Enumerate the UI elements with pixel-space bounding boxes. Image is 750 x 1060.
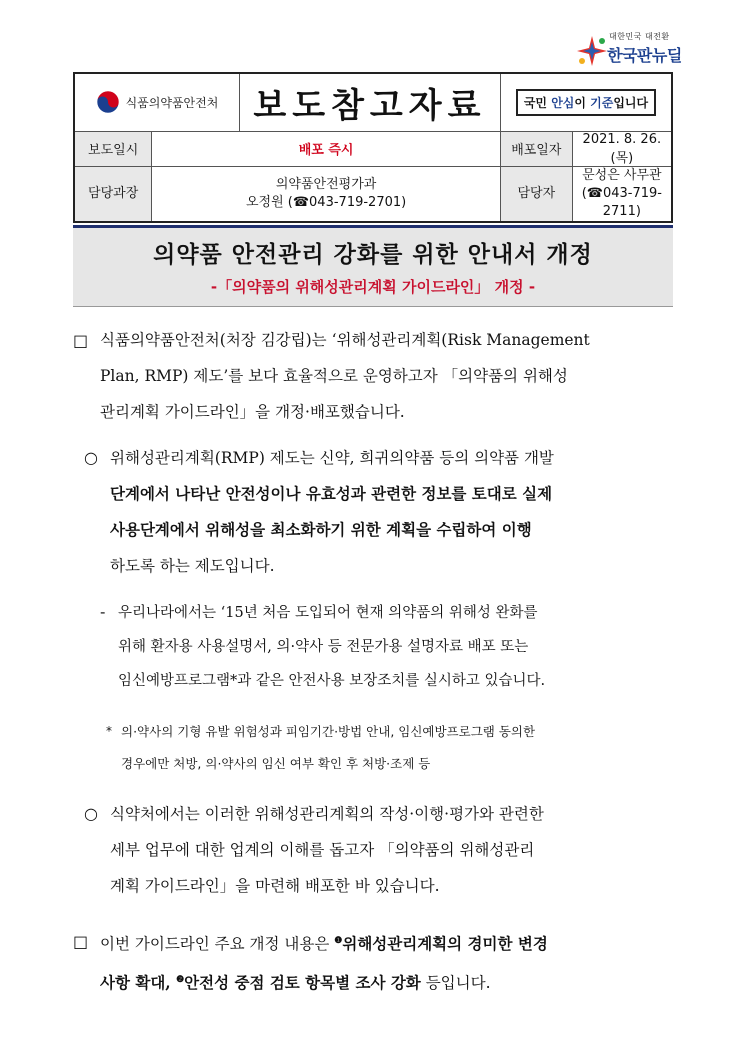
p5-line1-b: 위해성관리계획의 경미한 변경 bbox=[342, 934, 548, 954]
contact-person-value bbox=[572, 166, 672, 222]
p4-line1: 식약처에서는 이러한 위해성관리계획의 작성·이행·평가와 관련한 bbox=[110, 805, 544, 823]
p3-line2: 위해 환자용 사용설명서, 의·약사 등 전문가용 설명자료 배포 또는 bbox=[118, 639, 529, 655]
p2-line4: 하도록 하는 제도입니다. bbox=[110, 557, 275, 575]
number-two-mark: ❷ bbox=[176, 975, 185, 986]
contact-person-name: 문성은 사무관 bbox=[582, 167, 662, 183]
circle-bullet-2: ○ bbox=[84, 804, 98, 823]
paragraph-5 bbox=[100, 923, 675, 1001]
headline-band bbox=[73, 225, 673, 307]
p5-line1 bbox=[100, 923, 675, 962]
dash-bullet: - bbox=[100, 603, 106, 621]
contact-person-phone: (☎043-719-2711) bbox=[581, 185, 662, 219]
p2-line2: 단계에서 나타난 안전성이나 유효성과 관련한 정보를 토대로 실제 bbox=[110, 484, 553, 503]
number-one-mark: ❶ bbox=[334, 936, 343, 946]
p3-line3: 임신예방프로그램*과 같은 안전사용 보장조치를 실시하고 있습니다. bbox=[118, 673, 546, 689]
brand-name: 한국판뉴딜 bbox=[607, 46, 682, 65]
p5-line2-a: 사항 확대, bbox=[100, 973, 177, 993]
paragraph-4 bbox=[110, 796, 675, 904]
circle-bullet: ○ bbox=[84, 448, 98, 467]
slogan-em2: 기준 bbox=[590, 95, 614, 110]
paragraph-1 bbox=[100, 322, 675, 430]
distribution-date-label: 배포일자 bbox=[500, 131, 572, 166]
press-header-table bbox=[73, 72, 673, 223]
slogan-pre: 국민 bbox=[523, 95, 552, 110]
brand-tagline: 대한민국 대전환 bbox=[609, 32, 670, 41]
release-time-value: 배포 즉시 bbox=[152, 131, 501, 166]
note-line2: 경우에만 처방, 의·약사의 임신 여부 확인 후 처방·조제 등 bbox=[121, 756, 431, 771]
distribution-date-value: 2021. 8. 26.(목) bbox=[572, 131, 672, 166]
p5-line1-a: 이번 가이드라인 주요 개정 내용은 bbox=[100, 935, 335, 954]
headline-subtitle: -「의약품의 위해성관리계획 가이드라인」 개정 - bbox=[210, 278, 536, 296]
slogan-cell bbox=[500, 73, 672, 131]
p5-line2-b: 안전성 중점 검토 항목별 조사 강화 bbox=[184, 973, 421, 993]
paragraph-2 bbox=[110, 440, 675, 584]
ministry-cell bbox=[74, 73, 239, 131]
p3-line1: 우리나라에서는 ‘15년 처음 도입되어 현재 의약품의 위해성 완화를 bbox=[118, 605, 538, 621]
p1-line1: 식품의약품안전처(처장 김강립)는 ‘위해성관리계획(Risk Management bbox=[100, 331, 590, 349]
p4-line3: 계획 가이드라인」을 마련해 배포한 바 있습니다. bbox=[110, 877, 440, 895]
document-type-title: 보도참고자료 bbox=[253, 85, 487, 126]
contact-person-label: 담당자 bbox=[500, 166, 572, 222]
p2-line1: 위해성관리계획(RMP) 제도는 신약, 희귀의약품 등의 의약품 개발 bbox=[110, 449, 554, 467]
new-deal-star-icon bbox=[575, 34, 609, 68]
paragraph-3 bbox=[118, 596, 675, 698]
release-time-label: 보도일시 bbox=[74, 131, 152, 166]
square-bullet: □ bbox=[73, 331, 89, 350]
p4-line2: 세부 업무에 대한 업계의 이해를 돕고자 「의약품의 위해성관리 bbox=[110, 841, 535, 859]
p5-line2-c: 등입니다. bbox=[420, 974, 491, 993]
slogan-em1: 안심 bbox=[551, 95, 575, 110]
slogan-mid: 이 bbox=[574, 95, 591, 110]
government-emblem-icon bbox=[96, 90, 120, 114]
slogan-box bbox=[516, 89, 656, 116]
p1-line3: 관리계획 가이드라인」을 개정·배포했습니다. bbox=[100, 403, 405, 421]
note-line1: 의·약사의 기형 유발 위험성과 피임기간·방법 안내, 임신예방프로그램 동의한 bbox=[121, 724, 536, 739]
dept-name: 의약품안전평가과 bbox=[275, 176, 377, 192]
dept-head-value bbox=[152, 166, 501, 222]
doc-type-cell bbox=[239, 73, 500, 131]
dept-head-contact: 오정원 (☎043-719-2701) bbox=[245, 194, 407, 210]
asterisk-bullet: * bbox=[106, 724, 112, 738]
headline-title: 의약품 안전관리 강화를 위한 안내서 개정 bbox=[153, 242, 593, 268]
footnote bbox=[121, 716, 675, 780]
dept-head-label: 담당과장 bbox=[74, 166, 152, 222]
square-bullet-2: □ bbox=[73, 932, 89, 951]
p1-line2: Plan, RMP) 제도’를 보다 효율적으로 운영하고자 「의약품의 위해성 bbox=[100, 367, 568, 385]
ministry-name: 식품의약품안전처 bbox=[125, 95, 219, 110]
p5-line2 bbox=[100, 962, 675, 1001]
p2-line3: 사용단계에서 위해성을 최소화하기 위한 계획을 수립하여 이행 bbox=[110, 520, 532, 539]
new-deal-logo bbox=[575, 28, 685, 72]
slogan-post: 입니다 bbox=[613, 95, 649, 110]
